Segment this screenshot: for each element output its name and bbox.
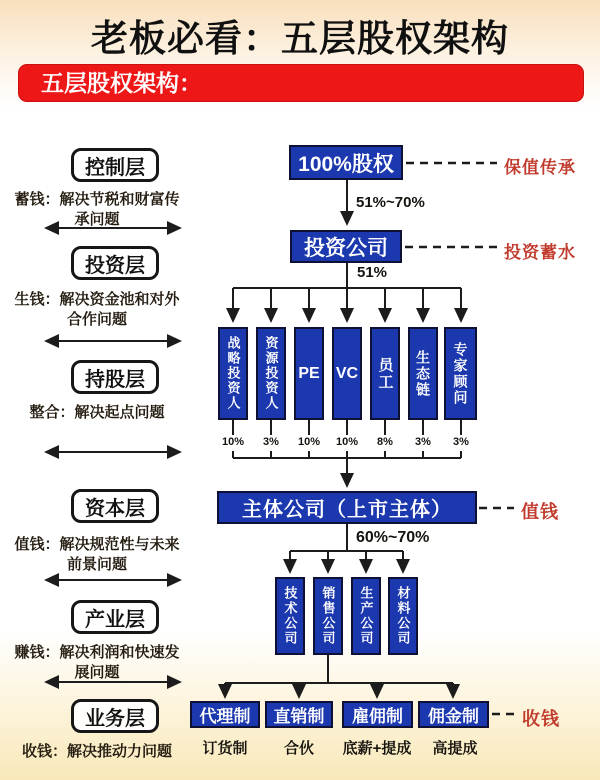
node-direct-sales-model: 直销制	[265, 701, 333, 728]
pct-invest-down: 51%	[357, 264, 388, 281]
pct-strategic-investor: 10%	[221, 436, 245, 448]
node-sales-company	[313, 577, 343, 655]
pct-pe: 10%	[297, 436, 321, 448]
layer-desc-holding: 整合：解决起点问题	[29, 404, 165, 421]
node-100pct-equity: 100%股权	[289, 145, 403, 180]
layer-box-investment: 投资层	[71, 246, 159, 280]
page-title: 老板必看：五层股权架构	[91, 18, 509, 59]
layer-desc-capital: 值钱：解决规范性与未来前景问题	[14, 536, 180, 573]
layer-box-business: 业务层	[71, 699, 159, 733]
annotation-value-inheritance: 保值传承	[504, 158, 576, 177]
node-tech-company	[275, 577, 305, 655]
node-commission-model: 佣金制	[418, 701, 489, 728]
annotation-invest-reservoir: 投资蓄水	[504, 243, 576, 262]
node-production-company-label: 生产公司	[358, 586, 374, 646]
model-sub-agency: 订货制	[202, 740, 248, 757]
pct-expert-advisor: 3%	[453, 436, 469, 448]
node-materials-company-label: 材料公司	[395, 586, 411, 646]
model-sub-employment: 底薪+提成	[342, 740, 412, 757]
node-strategic-investor-label: 战略投资人	[225, 336, 241, 411]
pct-main-down: 60%~70%	[356, 529, 430, 546]
model-sub-commission: 高提成	[432, 740, 478, 757]
node-sales-company-label: 销售公司	[320, 586, 336, 646]
layer-box-holding: 持股层	[71, 360, 159, 394]
section-banner-label: 五层股权架构：	[41, 70, 202, 96]
layer-desc-business: 收钱：解决推动力问题	[21, 743, 172, 760]
node-employment-model: 雇佣制	[342, 701, 413, 728]
node-pe: PE	[294, 327, 324, 420]
node-ecosystem-chain	[408, 327, 438, 420]
node-expert-advisor-label: 专家顾问	[452, 341, 469, 406]
node-investment-company: 投资公司	[290, 230, 402, 263]
node-employees	[370, 327, 400, 420]
layer-desc-investment: 生钱：解决资金池和对外合作问题	[14, 291, 180, 328]
node-agency-model: 代理制	[190, 701, 260, 728]
node-materials-company	[388, 577, 418, 655]
layer-desc-industry: 赚钱：解决利润和快速发展问题	[14, 644, 180, 681]
layer-box-capital: 资本层	[71, 489, 159, 523]
node-production-company	[351, 577, 381, 655]
pct-ecosystem-chain: 3%	[415, 436, 431, 448]
node-ecosystem-chain-label: 生态链	[415, 349, 431, 398]
node-strategic-investor	[218, 327, 248, 420]
annotation-worth-money: 值钱	[521, 502, 559, 522]
node-resource-investor-label: 资源投资人	[263, 336, 279, 411]
node-main-company: 主体公司（上市主体）	[217, 491, 477, 524]
node-resource-investor	[256, 327, 286, 420]
section-banner	[18, 64, 584, 102]
node-tech-company-label: 技术公司	[282, 586, 298, 646]
layer-box-industry: 产业层	[71, 600, 159, 634]
node-employees-label: 员工	[376, 356, 394, 391]
pct-employees: 8%	[377, 436, 393, 448]
pct-top-to-invest: 51%~70%	[356, 194, 425, 211]
layer-box-control: 控制层	[71, 148, 159, 182]
pct-vc: 10%	[335, 436, 359, 448]
node-expert-advisor	[444, 327, 477, 420]
node-vc: VC	[332, 327, 362, 420]
model-sub-direct-sales: 合伙	[283, 740, 314, 757]
pct-resource-investor: 3%	[263, 436, 279, 448]
annotation-collect-money: 收钱	[522, 709, 560, 729]
layer-desc-control: 蓄钱：解决节税和财富传承问题	[14, 191, 180, 228]
